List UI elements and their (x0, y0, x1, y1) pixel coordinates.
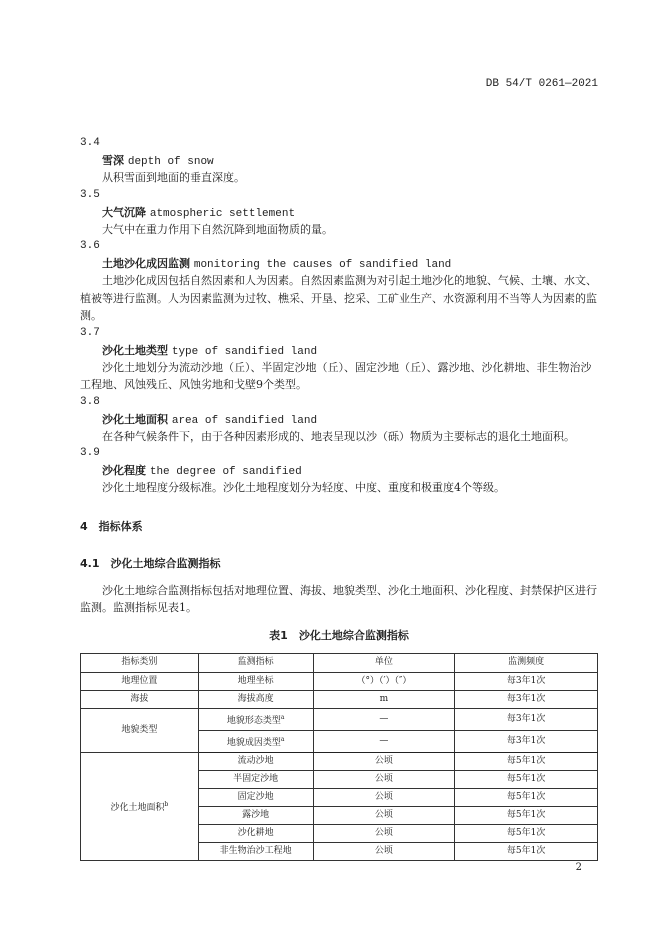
frequency-cell: 每5年1次 (455, 842, 598, 860)
term-zh: 雪深 (102, 154, 124, 167)
indicator-text: 地貌成因类型 (226, 737, 281, 748)
term-title (80, 255, 598, 272)
term-entry (80, 187, 598, 239)
term-definition: 沙化土地程度分级标准。沙化土地程度划分为轻度、中度、重度和极重度4个等级。 (102, 481, 505, 494)
category-cell (81, 752, 199, 860)
section-paragraph: 沙化土地综合监测指标包括对地理位置、海拔、地貌类型、沙化土地面积、沙化程度、封禁保护区进行监测。监测指标见表1。 (80, 583, 597, 614)
term-entry (80, 445, 598, 497)
term-number: 3.7 (80, 326, 100, 339)
term-entry (80, 394, 598, 446)
term-title (80, 342, 598, 359)
unit-cell: m (313, 690, 455, 708)
indicator-text: 地貌形态类型 (226, 715, 281, 726)
term-zh: 土地沙化成因监测 (102, 257, 190, 270)
term-en: type of sandified land (171, 345, 318, 358)
standard-code: DB 54/T 0261—2021 (485, 78, 598, 90)
term-zh: 大气沉降 (102, 205, 146, 219)
indicator-cell: 半固定沙地 (198, 770, 313, 788)
footnote-mark: a (280, 713, 285, 721)
indicator-table (80, 653, 598, 861)
indicator-cell: 非生物治沙工程地 (198, 842, 313, 860)
unit-cell: 公顷 (313, 824, 455, 842)
term-definition: 从积雪面到地面的垂直深度。 (102, 171, 245, 184)
term-zh: 沙化土地类型 (102, 343, 168, 357)
term-entry (80, 135, 598, 187)
indicator-cell: 固定沙地 (198, 788, 313, 806)
table-row (81, 690, 598, 708)
indicator-cell (198, 730, 313, 752)
indicator-cell: 海拔高度 (198, 690, 313, 708)
section-heading: 4 指标体系 (80, 519, 143, 533)
term-en: area of sandified land (171, 414, 318, 427)
category-cell: 地貌类型 (81, 708, 199, 752)
term-title (80, 411, 598, 428)
unit-cell: — (313, 730, 455, 752)
unit-cell: 公顷 (313, 842, 455, 860)
term-number: 3.8 (80, 395, 100, 408)
frequency-cell: 每3年1次 (455, 672, 598, 690)
frequency-cell: 每5年1次 (455, 806, 598, 824)
frequency-cell: 每5年1次 (455, 770, 598, 788)
term-zh: 沙化程度 (102, 464, 146, 477)
table-caption: 表1 沙化土地综合监测指标 (269, 628, 409, 642)
document-body (80, 135, 598, 861)
term-definition: 沙化土地划分为流动沙地（丘）、半固定沙地（丘）、固定沙地（丘）、露沙地、沙化耕地、非生物治沙工程地、风蚀残丘、风蚀劣地和戈壁9个类型。 (80, 360, 592, 391)
unit-cell: 公顷 (313, 788, 455, 806)
term-en: depth of snow (127, 156, 214, 168)
footnote-mark: b (164, 800, 169, 808)
category-cell: 地理位置 (81, 672, 199, 690)
indicator-cell: 露沙地 (198, 806, 313, 824)
table-header-cell: 单位 (313, 653, 455, 672)
term-en: monitoring the causes of sandified land (193, 259, 452, 271)
term-title (80, 152, 598, 169)
term-definition: 在各种气候条件下，由于各种因素形成的、地表呈现以沙（砾）物质为主要标志的退化土地面积。 (102, 429, 575, 443)
indicator-cell: 沙化耕地 (198, 824, 313, 842)
term-en: the degree of sandified (149, 466, 302, 478)
frequency-cell: 每5年1次 (455, 788, 598, 806)
frequency-cell: 每5年1次 (455, 824, 598, 842)
table-header-cell: 指标类别 (81, 653, 199, 672)
term-title (80, 462, 598, 479)
footnote-mark: a (280, 735, 285, 743)
unit-cell: （°）（′）（″） (313, 672, 455, 690)
indicator-cell (198, 708, 313, 730)
unit-cell: 公顷 (313, 770, 455, 788)
indicator-cell: 流动沙地 (198, 752, 313, 770)
term-number: 3.9 (80, 447, 100, 459)
unit-cell: 公顷 (313, 752, 455, 770)
term-number: 3.6 (80, 240, 100, 252)
term-entry (80, 238, 598, 325)
term-definition: 大气中在重力作用下自然沉降到地面物质的量。 (102, 222, 333, 236)
table-row (81, 672, 598, 690)
term-zh: 沙化土地面积 (102, 412, 168, 426)
term-entry (80, 325, 598, 394)
term-number: 3.4 (80, 137, 100, 149)
table-row (81, 708, 598, 730)
frequency-cell: 每5年1次 (455, 752, 598, 770)
unit-cell: — (313, 708, 455, 730)
term-title (80, 204, 598, 221)
category-cell: 海拔 (81, 690, 199, 708)
term-number: 3.5 (80, 188, 100, 201)
table-header-row (81, 653, 598, 672)
term-definition: 土地沙化成因包括自然因素和人为因素。自然因素监测为对引起土地沙化的地貌、气候、土壤、水文、植被等进行监测。人为因素监测为过牧、樵采、开垦、挖采、工矿业生产、水资源利用不当等人为因素的监测。 (80, 274, 597, 322)
frequency-cell: 每3年1次 (455, 690, 598, 708)
category-text: 沙化土地面积 (110, 802, 165, 813)
term-en: atmospheric settlement (149, 207, 296, 220)
frequency-cell: 每3年1次 (455, 730, 598, 752)
unit-cell: 公顷 (313, 806, 455, 824)
frequency-cell: 每3年1次 (455, 708, 598, 730)
page-number: 2 (575, 862, 582, 873)
table-header-cell: 监测指标 (198, 653, 313, 672)
indicator-cell: 地理坐标 (198, 672, 313, 690)
table-row (81, 752, 598, 770)
subsection-heading: 4.1 沙化土地综合监测指标 (80, 556, 221, 570)
table-header-cell: 监测频度 (455, 653, 598, 672)
